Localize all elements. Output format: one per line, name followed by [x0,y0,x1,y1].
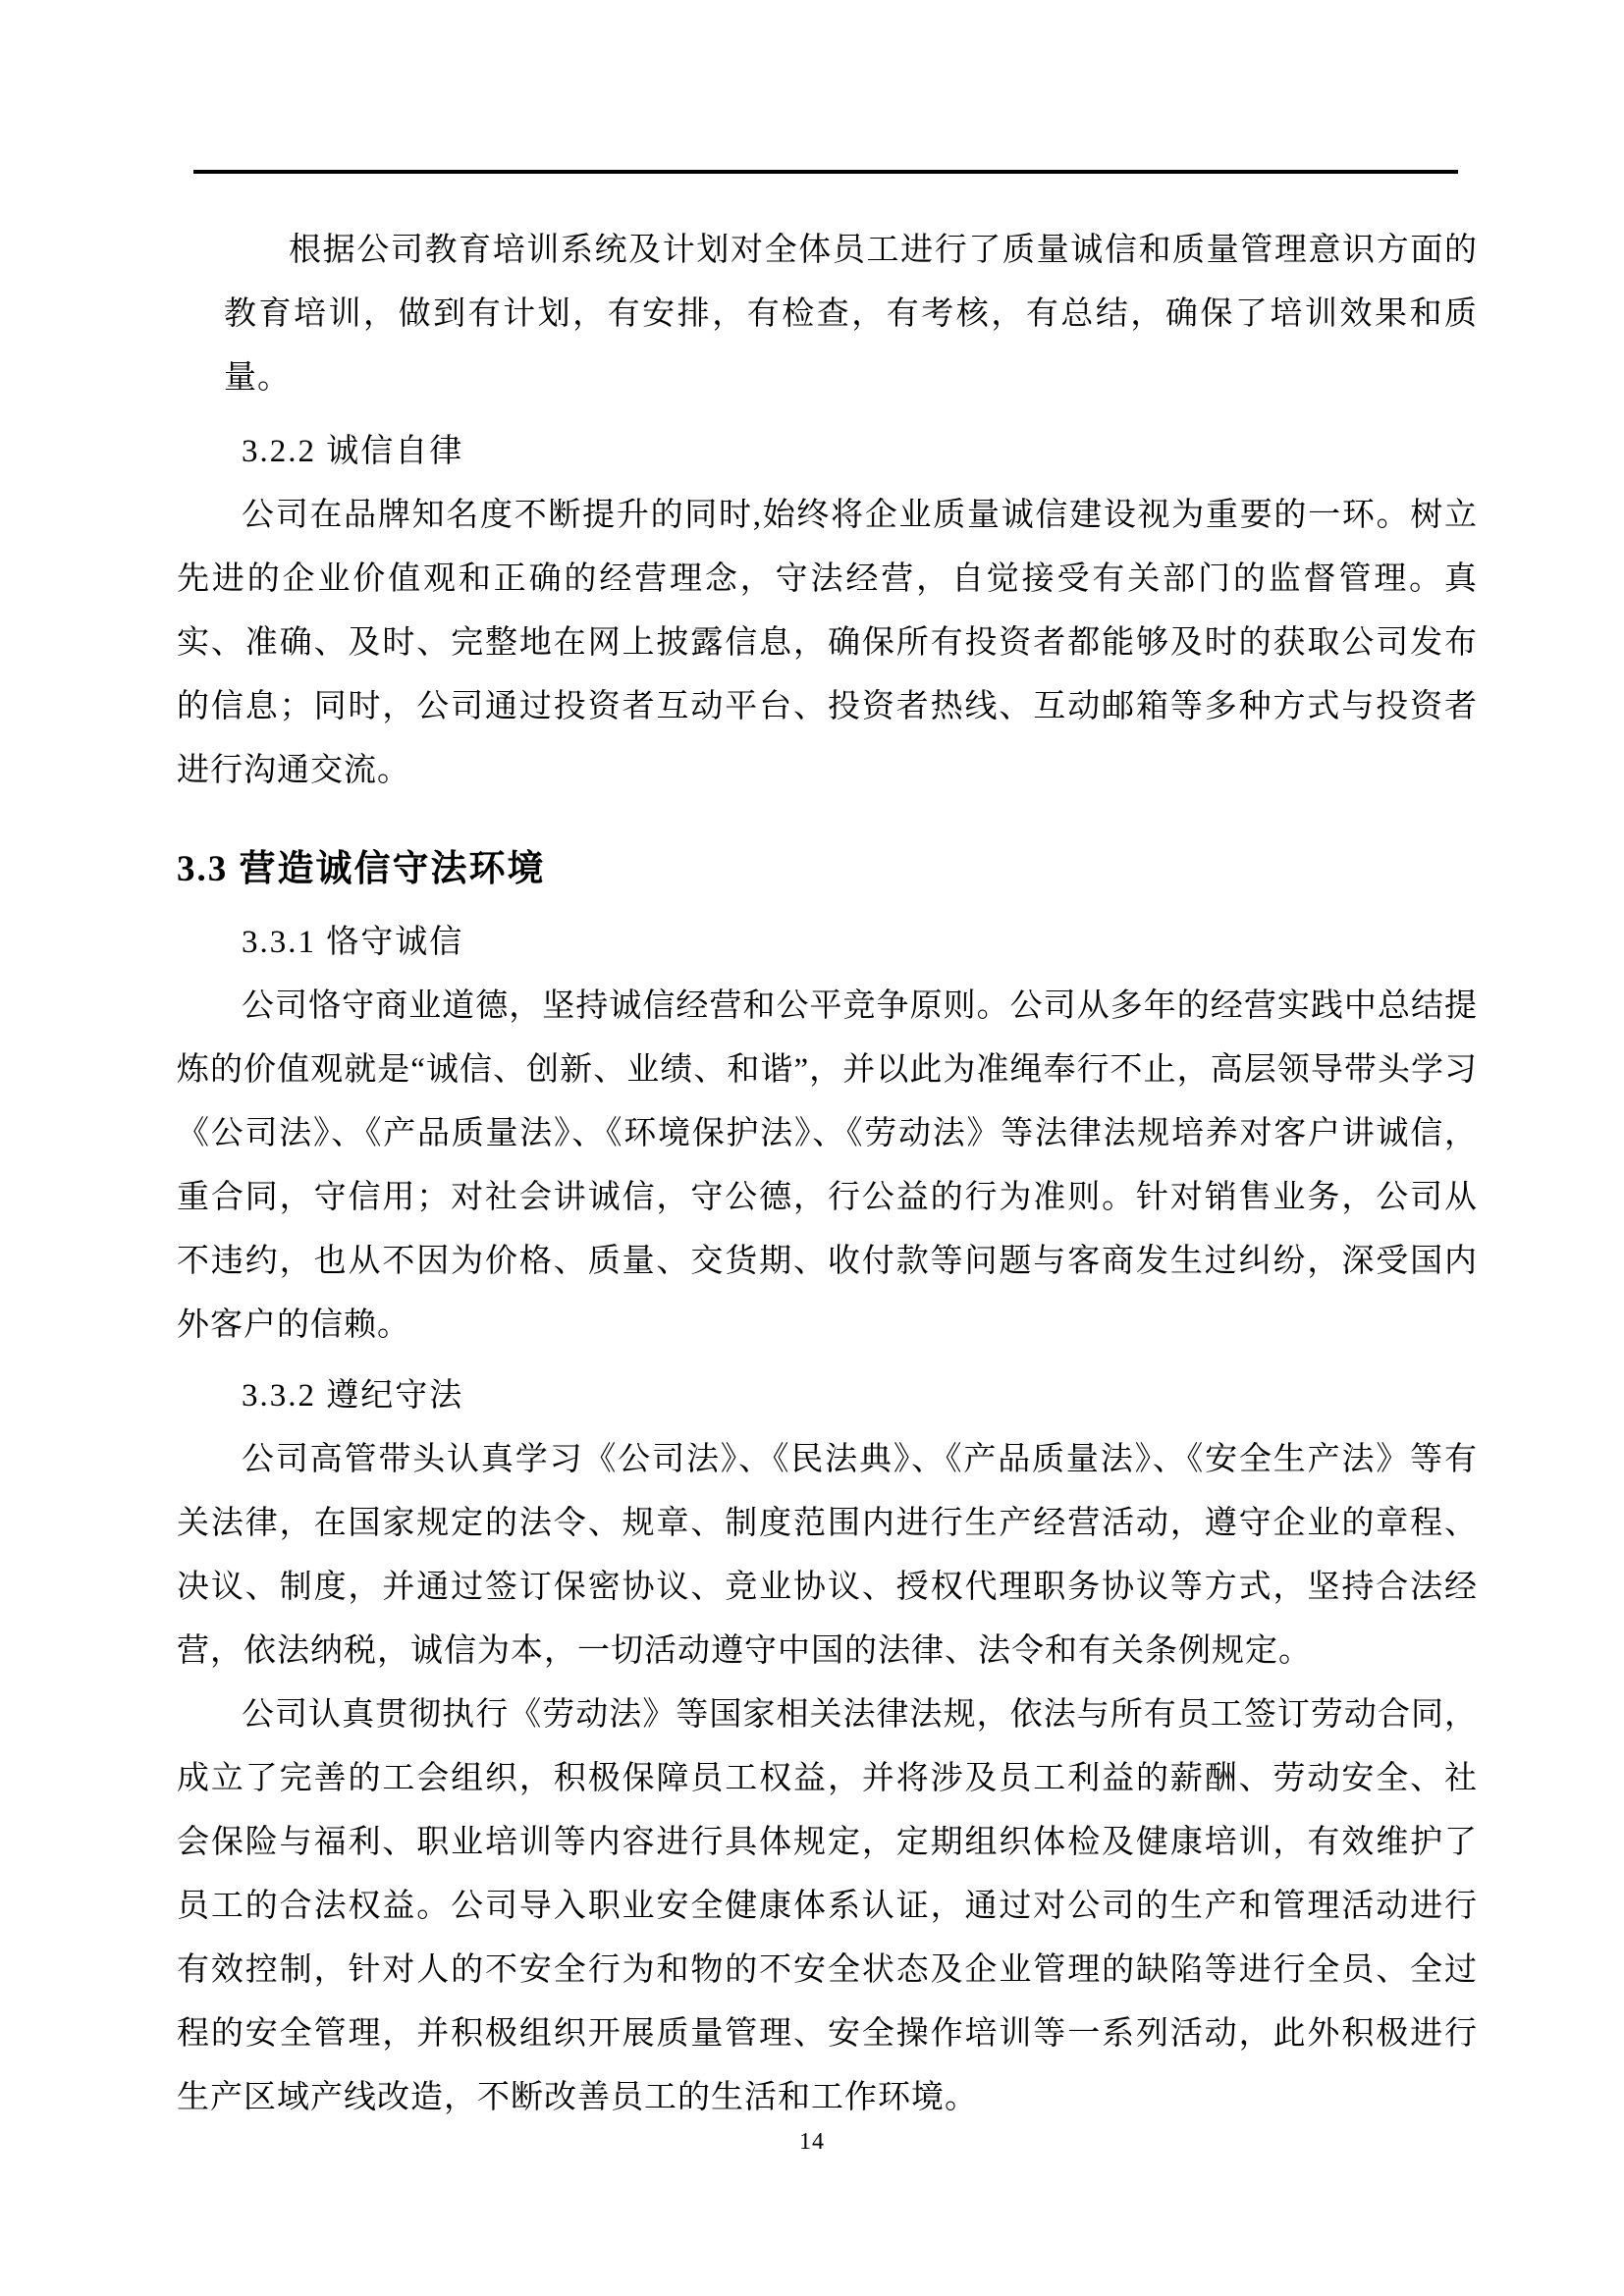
heading-3-3-1: 3.3.1 恪守诚信 [242,925,464,960]
paragraph-3-3-2-law-compliance: 公司高管带头认真学习《公司法》、《民法典》、《产品质量法》、《安全生产法》等有关法律，在国家规定的法令、规章、制度范围内进行生产经营活动，遵守企业的章程、决议、制度，并通过签订保密协议、竞业协议、授权代理职务协议等方式，坚持合法经营，依法纳税，诚信为本，一切活动遵守中国的法律、法令和有关条例规定。 [177,1442,1478,1669]
heading-3-2-2: 3.2.2 诚信自律 [242,434,464,469]
paragraph-3-3-2-labor-rights: 公司认真贯彻执行《劳动法》等国家相关法律法规，依法与所有员工签订劳动合同，成立了完善的工会组织，积极保障员工权益，并将涉及员工利益的薪酬、劳动安全、社会保险与福利、职业培训等内容进行具体规定，定期组织体检及健康培训，有效维护了员工的合法权益。公司导入职业安全健康体系认证，通过对公司的生产和管理活动进行有效控制，针对人的不安全行为和物的不安全状态及企业管理的缺陷等进行全员、全过程的安全管理，并积极组织开展质量管理、安全操作培训等一系列活动，此外积极进行生产区域产线改造，不断改善员工的生活和工作环境。 [177,1697,1478,2115]
paragraph-3-2-2-self-discipline: 公司在品牌知名度不断提升的同时,始终将企业质量诚信建设视为重要的一环。树立先进的企业价值观和正确的经营理念，守法经营，自觉接受有关部门的监督管理。真实、准确、及时、完整地在网上披露信息，确保所有投资者都能够及时的获取公司发布的信息；同时，公司通过投资者互动平台、投资者热线、互动邮箱等多种方式与投资者进行沟通交流。 [177,498,1478,788]
page-number: 14 [799,2129,825,2155]
header-rule [193,170,1458,174]
heading-3-3-2: 3.3.2 遵纪守法 [242,1378,464,1414]
paragraph-training: 根据公司教育培训系统及计划对全体员工进行了质量诚信和质量管理意识方面的教育培训，做到有计划，有安排，有检查，有考核，有总结，确保了培训效果和质量。 [224,233,1478,396]
paragraph-3-3-1-integrity: 公司恪守商业道德，坚持诚信经营和公平竞争原则。公司从多年的经营实践中总结提炼的价值观就是“诚信、创新、业绩、和谐”，并以此为准绳奉行不止，高层领导带头学习《公司法》、《产品质量法》、《环境保护法》、《劳动法》等法律法规培养对客户讲诚信，重合同，守信用；对社会讲诚信，守公德，行公益的行为准则。针对销售业务，公司从不违约，也从不因为价格、质量、交货期、收付款等问题与客商发生过纠纷，深受国内外客户的信赖。 [177,988,1478,1343]
page-content [177,219,1478,2130]
heading-3-3: 3.3 营造诚信守法环境 [177,849,546,889]
